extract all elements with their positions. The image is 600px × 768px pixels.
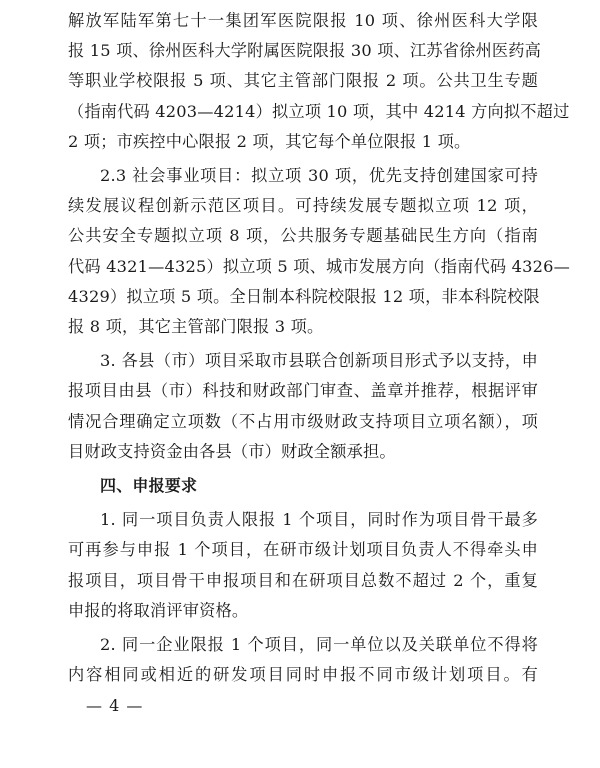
text-line: 续发展议程创新示范区项目。可持续发展专题拟立项 12 项， — [68, 196, 538, 215]
text-line: 4329）拟立项 5 项。全日制本科院校限报 12 项，非本科院校限 — [68, 287, 540, 306]
text-line: 内容相同或相近的研发项目同时申报不同市级计划项目。有 — [68, 665, 538, 684]
paragraph-first-line: 2.3 社会事业项目：拟立项 30 项，优先支持创建国家可持 — [100, 166, 538, 185]
paragraph-first-line: 1. 同一项目负责人限报 1 个项目，同时作为项目骨干最多 — [100, 510, 538, 529]
text-line: 申报的将取消评审资格。 — [68, 601, 249, 620]
section-heading: 四、申报要求 — [100, 476, 198, 495]
text-line: 报 15 项、徐州医科大学附属医院限报 30 项、江苏省徐州医药高 — [68, 41, 542, 60]
paragraph-first-line: 2. 同一企业限报 1 个项目，同一单位以及关联单位不得将 — [100, 635, 538, 654]
text-line: 报项目，项目骨干申报项目和在研项目总数不超过 2 个，重复 — [68, 571, 538, 590]
text-line: 2 项；市疾控中心限报 2 项，其它每个单位限报 1 项。 — [68, 132, 471, 151]
text-line: 代码 4321—4325）拟立项 5 项、城市发展方向（指南代码 4326— — [68, 257, 571, 276]
paragraph-first-line: 3. 各县（市）项目采取市县联合创新项目形式予以支持，申 — [100, 351, 538, 370]
text-line: 目财政支持资金由各县（市）财政全额承担。 — [68, 442, 396, 461]
text-line: 报 8 项，其它主管部门限报 3 项。 — [68, 317, 324, 336]
text-line: 可再参与申报 1 个项目，在研市级计划项目负责人不得牵头申 — [68, 540, 538, 559]
text-line: 公共安全专题拟立项 8 项，公共服务专题基础民生方向（指南 — [68, 226, 538, 245]
text-line: 报项目由县（市）科技和财政部门审查、盖章并推荐，根据评审 — [68, 381, 538, 400]
page-number: — 4 — — [86, 696, 144, 715]
text-line: （指南代码 4203—4214）拟立项 10 项，其中 4214 方向拟不超过 — [68, 102, 570, 121]
text-line: 等职业学校限报 5 项、其它主管部门限报 2 项。公共卫生专题 — [68, 71, 538, 90]
text-line: 解放军陆军第七十一集团军医院限报 10 项、徐州医科大学限 — [68, 11, 538, 30]
text-line: 情况合理确定立项数（不占用市级财政支持项目立项名额），项 — [68, 412, 538, 431]
